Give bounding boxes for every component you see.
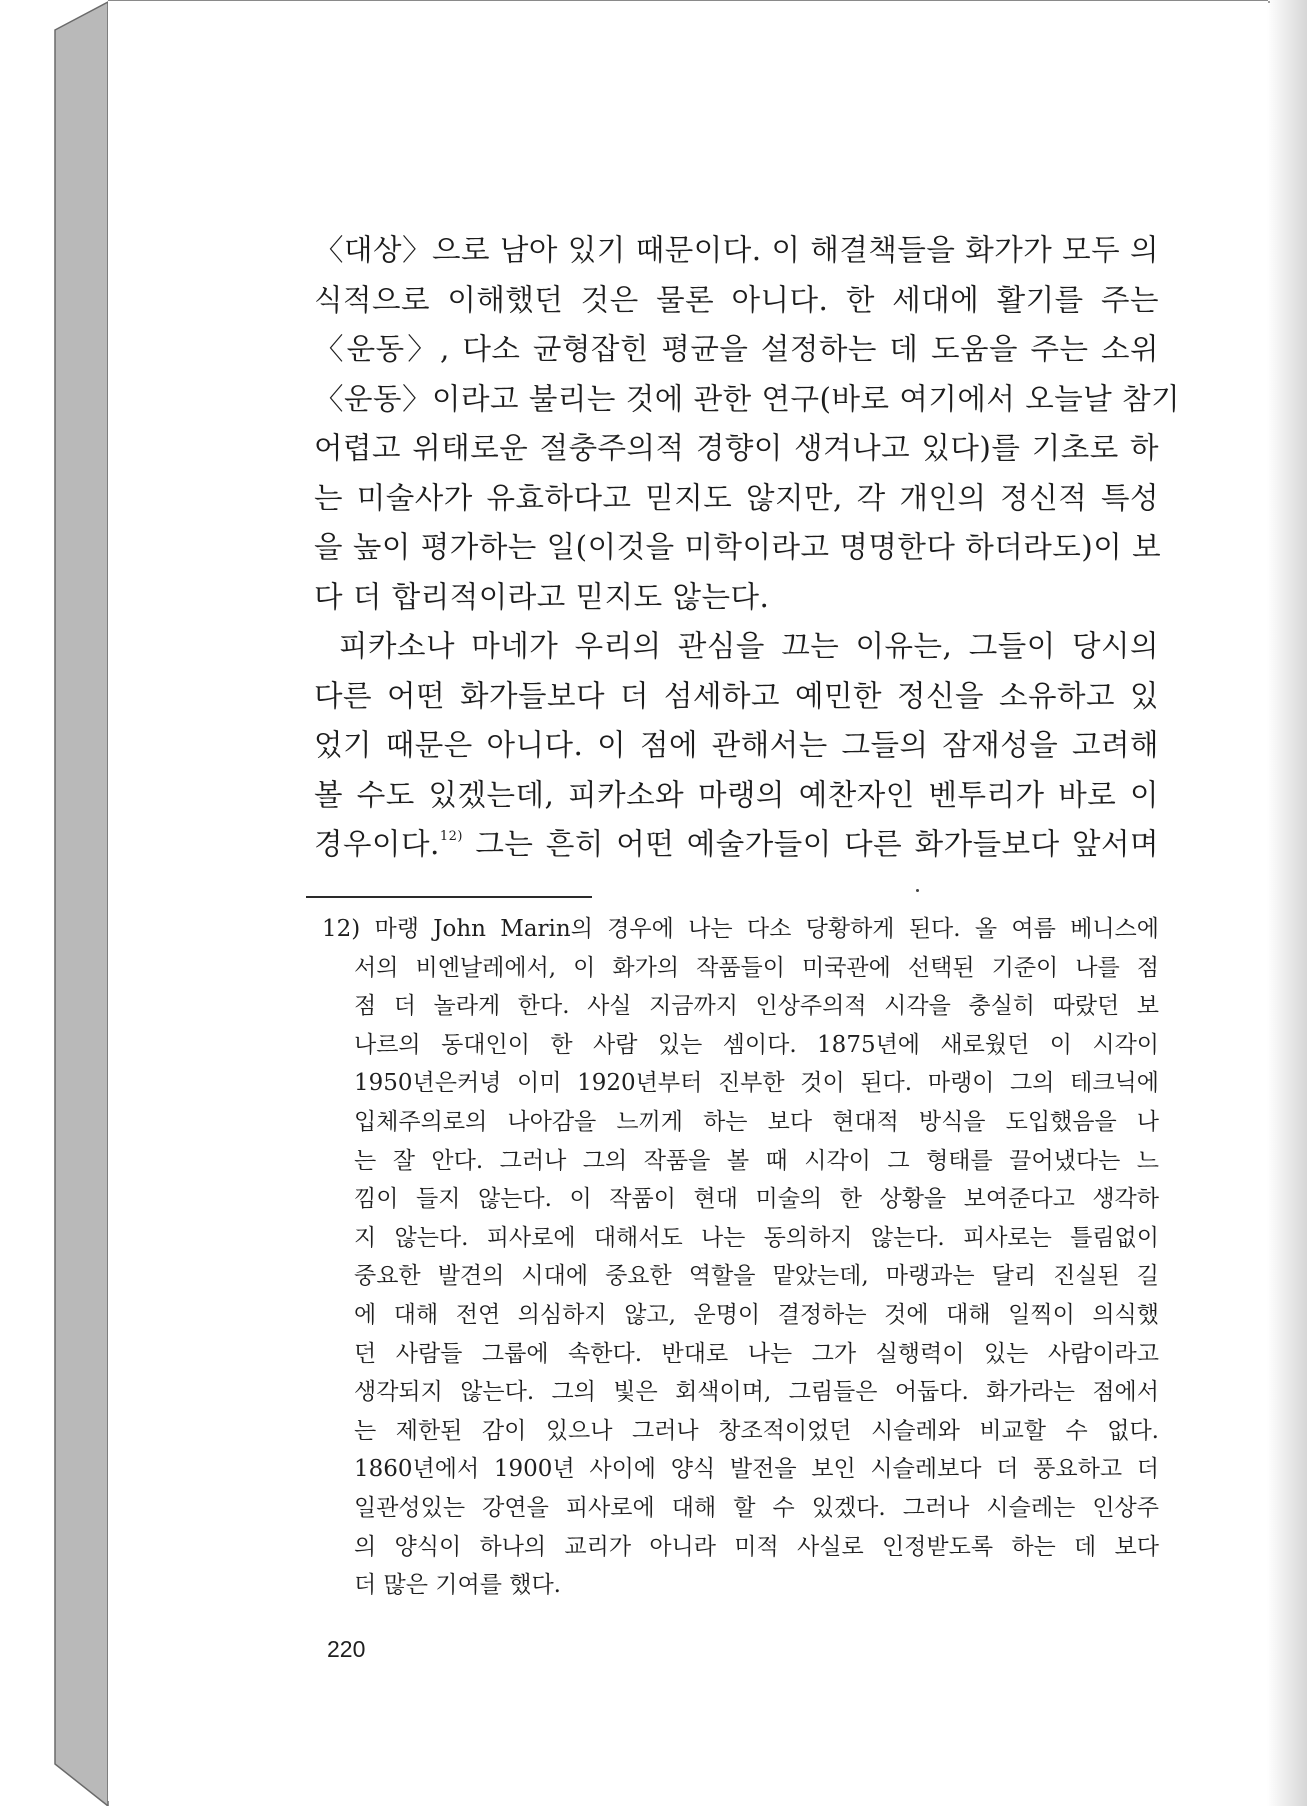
footnote-line: 나르의 동대인이 한 사람 있는 셈이다. 1875년에 새로웠던 이 시각이 [354,1031,1159,1058]
footnote-line: 중요한 발견의 시대에 중요한 역할을 맡았는데, 마랭과는 달리 진실된 길 [354,1263,1159,1290]
body-line: 〈운동〉, 다소 균형잡힌 평균을 설정하는 데 도움을 주는 소위 [314,332,1159,366]
footnote-line: 던 사람들 그룹에 속한다. 반대로 나는 그가 실행력이 있는 사람이라고 [354,1340,1159,1367]
footnote-block [322,910,1159,1605]
footnote-line: 점 더 놀라게 한다. 사실 지금까지 인상주의적 시각을 충실히 따랐던 보 [354,993,1159,1020]
body-line-part: 경우이다. [314,827,440,861]
footnote-line: 는 잘 안다. 그러나 그의 작품을 볼 때 시각이 그 형태를 끌어냈다는 느 [354,1147,1159,1174]
footnote-line: 의 양식이 하나의 교리가 아니라 미적 사실로 인정받도록 하는 데 보다 [354,1533,1159,1560]
main-body-text [314,226,1181,870]
footnote-line: 낌이 들지 않는다. 이 작품이 현대 미술의 한 상황을 보여준다고 생각하 [354,1186,1159,1213]
body-line: 다른 어떤 화가들보다 더 섬세하고 예민한 정신을 소유하고 있 [314,678,1159,713]
footnote-line: 에 대해 전연 의심하지 않고, 운명이 결정하는 것에 대해 일찍이 의식했 [354,1301,1159,1328]
body-line: 을 높이 평가하는 일(이것을 미학이라고 명명한다 하더라도)이 보 [314,530,1162,564]
page-number: 220 [327,1636,366,1662]
body-line: 다 더 합리적이라고 믿지도 않는다. [314,579,770,614]
footnote-line: 12) 마랭 John Marin의 경우에 나는 다소 당황하게 된다. 올 여름 베니스에 [322,916,1159,942]
footnote-line: 더 많은 기여를 했다. [354,1572,561,1599]
footnote-line: 생각되지 않는다. 그의 빛은 회색이며, 그림들은 어둡다. 화가라는 점에서 [354,1379,1159,1406]
body-line: 어렵고 위태로운 절충주의적 경향이 생겨나고 있다)를 기초로 하 [314,431,1159,465]
footnote-line: 1950년은커녕 이미 1920년부터 진부한 것이 된다. 마랭이 그의 테크닉에 [354,1070,1159,1097]
footnote-line: 지 않는다. 피사로에 대해서도 나는 동의하지 않는다. 피사로는 틀림없이 [354,1224,1159,1251]
body-line-part: 그는 흔히 어떤 예술가들이 다른 화가들보다 앞서며 [463,827,1159,861]
body-line: 었기 때문은 아니다. 이 점에 관해서는 그들의 잠재성을 고려해 [314,728,1159,762]
footnote-line: 일관성있는 강연을 피사로에 대해 할 수 있겠다. 그러나 시슬레는 인상주 [354,1494,1159,1521]
body-line: 는 미술사가 유효하다고 믿지도 않지만, 각 개인의 정신적 특성 [314,480,1159,515]
footnote-line: 는 제한된 감이 있으나 그러나 창조적이었던 시슬레와 비교할 수 없다. [354,1417,1159,1444]
body-line: 〈대상〉으로 남아 있기 때문이다. 이 해결책들을 화가가 모두 의 [314,233,1159,267]
scan-speck [916,889,919,892]
body-line: 볼 수도 있겠는데, 피카소와 마랭의 예찬자인 벤투리가 바로 이 [314,777,1159,812]
body-paragraph-start: 피카소나 마네가 우리의 관심을 끄는 이유는, 그들이 당시의 [339,629,1159,663]
page-edge-shadow [1267,0,1307,1806]
body-line-with-footnote-ref [314,820,1159,870]
footnote-line: 1860년에서 1900년 사이에 양식 발전을 보인 시슬레보다 더 풍요하고 더 [354,1456,1159,1483]
body-line: 〈운동〉이라고 불리는 것에 관한 연구(바로 여기에서 오늘날 참기 [314,381,1181,416]
footnote-line: 입체주의로의 나아감을 느끼게 하는 보다 현대적 방식을 도입했음을 나 [354,1108,1159,1135]
footnote-separator [306,896,592,898]
footnote-line: 서의 비엔날레에서, 이 화가의 작품들이 미국관에 선택된 기준이 나를 점 [354,954,1159,981]
body-line: 식적으로 이해했던 것은 물론 아니다. 한 세대에 활기를 주는 [314,282,1159,317]
footnote-reference: 12) [439,829,463,844]
